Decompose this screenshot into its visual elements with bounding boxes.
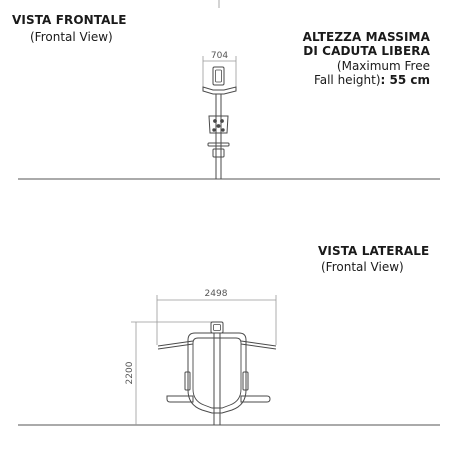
side-view-drawing	[18, 295, 440, 425]
side-swing-frame-outer	[188, 333, 246, 413]
max-fall-height-line4-prefix: Fall height)	[313, 73, 381, 88]
front-view-drawing	[18, 56, 440, 179]
front-foot-rest	[208, 143, 229, 146]
front-pedal-hole-4	[213, 129, 215, 131]
side-swing-frame-inner	[193, 338, 241, 408]
front-pedal-hole-2	[221, 120, 224, 123]
max-fall-height-line1: ALTEZZA MASSIMA	[302, 30, 430, 44]
max-fall-height-line2: DI CADUTA LIBERA	[303, 44, 430, 59]
max-fall-height-line3: (Maximum Free	[336, 58, 430, 73]
front-width-dimension-label: 704	[210, 51, 229, 61]
front-top-cap-inner	[216, 70, 222, 82]
front-pedal-hole-1	[214, 120, 217, 123]
front-base-collar	[213, 149, 224, 157]
side-view-title: VISTA LATERALE	[318, 244, 430, 258]
side-height-dimension-label: 2200	[125, 361, 135, 385]
front-pedal-hole-5	[222, 129, 224, 131]
front-handle-bar	[203, 87, 236, 94]
front-view-title: VISTA FRONTALE	[12, 13, 127, 27]
front-view-subtitle: (Frontal View)	[30, 30, 113, 44]
side-view-subtitle: (Frontal View)	[321, 260, 404, 274]
side-width-dimension-label: 2498	[204, 289, 228, 299]
side-top-cap	[211, 322, 223, 333]
side-top-cap-inner	[214, 325, 221, 331]
front-pedal-hole-3	[217, 125, 220, 128]
max-fall-height-value: : 55 cm	[380, 73, 430, 88]
